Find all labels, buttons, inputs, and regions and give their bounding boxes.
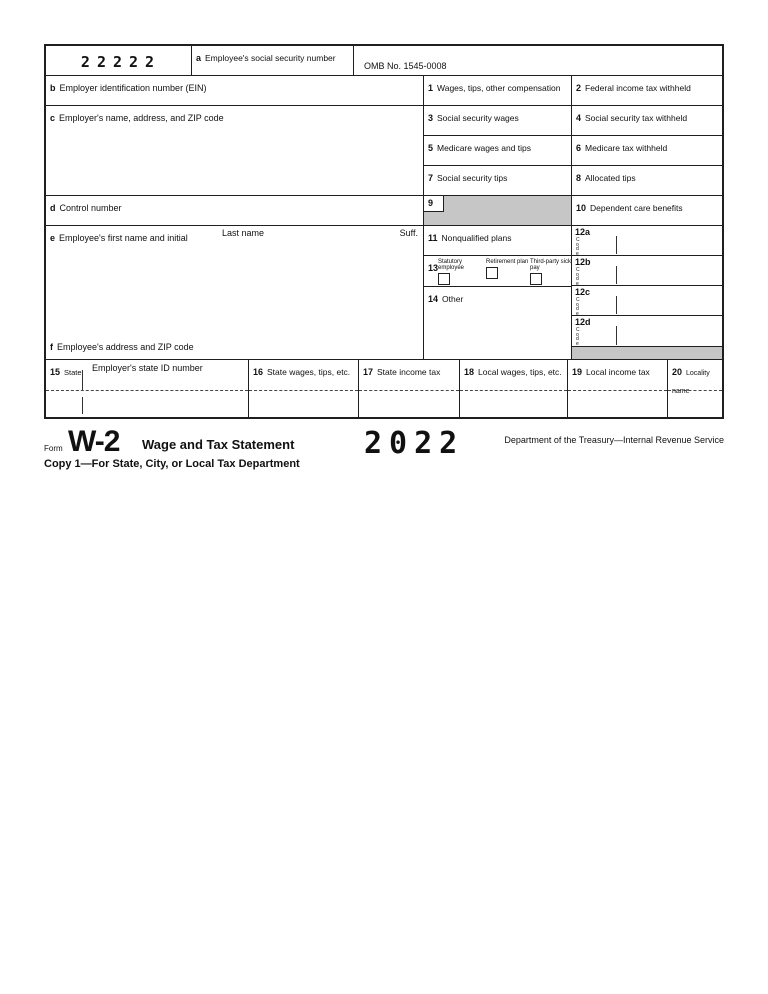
box-c-employer[interactable]: [46, 106, 424, 196]
box-a-letter: a: [196, 53, 202, 63]
shaded-strip: [572, 347, 722, 360]
employee-name-field[interactable]: [46, 240, 423, 345]
statutory-employee-group: [438, 259, 484, 285]
box-12d-code-label: Code: [576, 327, 580, 347]
box-11-nonqualified-plans[interactable]: [424, 226, 572, 256]
retirement-plan-checkbox[interactable]: [486, 267, 498, 279]
box-12d-number: 12d: [575, 317, 591, 327]
box-12b-divider: [616, 266, 617, 284]
form-word: Form: [44, 444, 63, 453]
box-15-label: Employer's state ID number: [92, 363, 203, 373]
suffix-label: Suff.: [399, 228, 418, 238]
box-5-label: Medicare wages and tips: [437, 143, 532, 153]
box-17-state-income-tax[interactable]: [359, 360, 460, 417]
box-5-field[interactable]: [424, 150, 571, 165]
box-12d[interactable]: [572, 316, 722, 347]
box-f-label: Employee's address and ZIP code: [57, 342, 194, 352]
third-party-sick-pay-checkbox[interactable]: [530, 273, 542, 285]
third-party-sick-pay-group: [530, 259, 576, 285]
box-9-number-chip: [424, 196, 444, 212]
box-11-field[interactable]: [424, 240, 571, 255]
box-12b-field[interactable]: [618, 270, 722, 285]
box-9-shaded: [424, 196, 572, 226]
box-a-label: Employee's social security number: [205, 53, 336, 63]
retirement-plan-group: [486, 259, 532, 279]
box-18-number: 18: [464, 367, 475, 377]
box-16-label: State wages, tips, etc.: [267, 367, 351, 377]
box-1-label: Wages, tips, other compensation: [437, 83, 561, 93]
box-14-number: 14: [428, 294, 439, 304]
box-5-medicare-wages[interactable]: [424, 136, 572, 166]
box-3-field[interactable]: [424, 120, 571, 135]
control-code: 22222: [80, 53, 162, 71]
box-a-ssn[interactable]: [192, 46, 354, 76]
w2-form-grid: [44, 44, 724, 419]
box-14-other[interactable]: [424, 287, 572, 360]
box-15-state-id[interactable]: [46, 360, 249, 417]
box-3-label: Social security wages: [437, 113, 519, 123]
box-6-label: Medicare tax withheld: [585, 143, 668, 153]
box-e-f-employee[interactable]: [46, 226, 424, 360]
tax-year: 2022: [364, 426, 465, 461]
box-19-number: 19: [572, 367, 583, 377]
box-12c-number: 12c: [575, 287, 591, 297]
box-6-medicare-tax[interactable]: [572, 136, 722, 166]
box-15-number: 15: [50, 367, 61, 377]
box-12c-field[interactable]: [618, 300, 722, 315]
box-2-number: 2: [576, 83, 582, 93]
box-17-label: State income tax: [377, 367, 441, 377]
box-1-number: 1: [428, 83, 434, 93]
box-8-allocated-tips[interactable]: [572, 166, 722, 196]
box-1-field[interactable]: [424, 90, 571, 105]
box-10-number: 10: [576, 203, 587, 213]
ein-field[interactable]: [46, 90, 423, 105]
box-13-checkboxes: [424, 256, 572, 287]
box-b-letter: b: [50, 83, 56, 93]
box-12c[interactable]: [572, 286, 722, 316]
box-d-control-number[interactable]: [46, 196, 424, 226]
box-e-label: Employee's first name and initial: [59, 233, 188, 243]
box-10-label: Dependent care benefits: [590, 203, 683, 213]
box-20-label: Locality name: [672, 370, 710, 395]
box-12a-number: 12a: [575, 227, 591, 237]
box-12b-number: 12b: [575, 257, 591, 267]
box-16-number: 16: [253, 367, 264, 377]
box-c-label: Employer's name, address, and ZIP code: [59, 113, 224, 123]
omb-number: OMB No. 1545-0008: [364, 61, 447, 71]
box-18-field[interactable]: [460, 374, 567, 417]
box-12a-code-label: Code: [576, 237, 580, 257]
form-number-title: W-2: [68, 425, 120, 458]
box-11-number: 11: [428, 233, 438, 243]
box-f-label-row: [50, 337, 194, 355]
retirement-plan-label: Retirement plan: [486, 259, 529, 265]
box-b-label: Employer identification number (EIN): [59, 83, 207, 93]
box-18-label: Local wages, tips, etc.: [478, 367, 562, 377]
box-7-number: 7: [428, 173, 434, 183]
box-12a[interactable]: [572, 226, 722, 256]
box-15-state-label: State: [64, 368, 82, 377]
department-line: Department of the Treasury—Internal Revenue Service: [504, 435, 724, 445]
box-d-label: Control number: [59, 203, 122, 213]
box-17-field[interactable]: [359, 374, 459, 417]
box-20-locality-name[interactable]: [668, 360, 722, 417]
box-2-field[interactable]: [572, 90, 722, 105]
box-15-field[interactable]: [46, 374, 248, 417]
statutory-employee-label: Statutory employee: [438, 259, 465, 272]
box-7-ss-tips[interactable]: [424, 166, 572, 196]
box-8-field[interactable]: [572, 180, 722, 195]
box-20-field[interactable]: [668, 374, 722, 417]
box-19-label: Local income tax: [586, 367, 650, 377]
third-party-sick-pay-label: Third-party sick pay: [530, 259, 572, 272]
box-12a-field[interactable]: [618, 240, 722, 255]
box-4-label: Social security tax withheld: [585, 113, 688, 123]
box-17-number: 17: [363, 367, 374, 377]
box-12c-divider: [616, 296, 617, 314]
box-7-label: Social security tips: [437, 173, 508, 183]
box-12c-code-label: Code: [576, 297, 580, 317]
box-4-field[interactable]: [572, 120, 722, 135]
box-8-number: 8: [576, 173, 582, 183]
box-4-ss-tax[interactable]: [572, 106, 722, 136]
box-1-wages[interactable]: [424, 76, 572, 106]
box-18-local-wages[interactable]: [460, 360, 568, 417]
form-title: Wage and Tax Statement: [142, 437, 295, 452]
form-footer: [44, 425, 724, 475]
box-11-label: Nonqualified plans: [441, 233, 512, 243]
box-12d-divider: [616, 326, 617, 345]
box-3-number: 3: [428, 113, 434, 123]
control-number-field[interactable]: [46, 210, 423, 225]
box-10-dependent-care[interactable]: [572, 196, 722, 226]
box-5-number: 5: [428, 143, 434, 153]
control-code-box: [46, 46, 192, 76]
box-2-fed-tax[interactable]: [572, 76, 722, 106]
box-12b[interactable]: [572, 256, 722, 286]
box-14-label: Other: [442, 294, 464, 304]
box-9-number: 9: [428, 198, 434, 208]
box-16-field[interactable]: [249, 374, 358, 417]
box-b-ein[interactable]: [46, 76, 424, 106]
box-12d-field[interactable]: [618, 330, 722, 346]
box-4-number: 4: [576, 113, 582, 123]
box-19-local-income-tax[interactable]: [568, 360, 668, 417]
box-f-letter: f: [50, 342, 53, 352]
box-c-letter: c: [50, 113, 56, 123]
box-12b-code-label: Code: [576, 267, 580, 287]
box-8-label: Allocated tips: [585, 173, 636, 183]
box-12a-divider: [616, 236, 617, 254]
omb-box: [354, 46, 722, 76]
box-e-letter: e: [50, 233, 56, 243]
statutory-employee-checkbox[interactable]: [438, 273, 450, 285]
last-name-label: Last name: [222, 228, 265, 238]
box-10-field[interactable]: [572, 210, 722, 225]
copy-line: Copy 1—For State, City, or Local Tax Department: [44, 458, 300, 470]
box-6-field[interactable]: [572, 150, 722, 165]
box-20-number: 20: [672, 367, 683, 377]
box-d-letter: d: [50, 203, 56, 213]
box-16-state-wages[interactable]: [249, 360, 359, 417]
box-13-number: 13: [428, 263, 439, 273]
box-2-label: Federal income tax withheld: [585, 83, 691, 93]
box-6-number: 6: [576, 143, 582, 153]
box-3-ss-wages[interactable]: [424, 106, 572, 136]
box-7-field[interactable]: [424, 180, 571, 195]
box-19-field[interactable]: [568, 374, 667, 417]
box-14-field[interactable]: [424, 301, 571, 359]
ssn-field[interactable]: [192, 60, 353, 75]
employer-name-address-field[interactable]: [46, 120, 423, 195]
